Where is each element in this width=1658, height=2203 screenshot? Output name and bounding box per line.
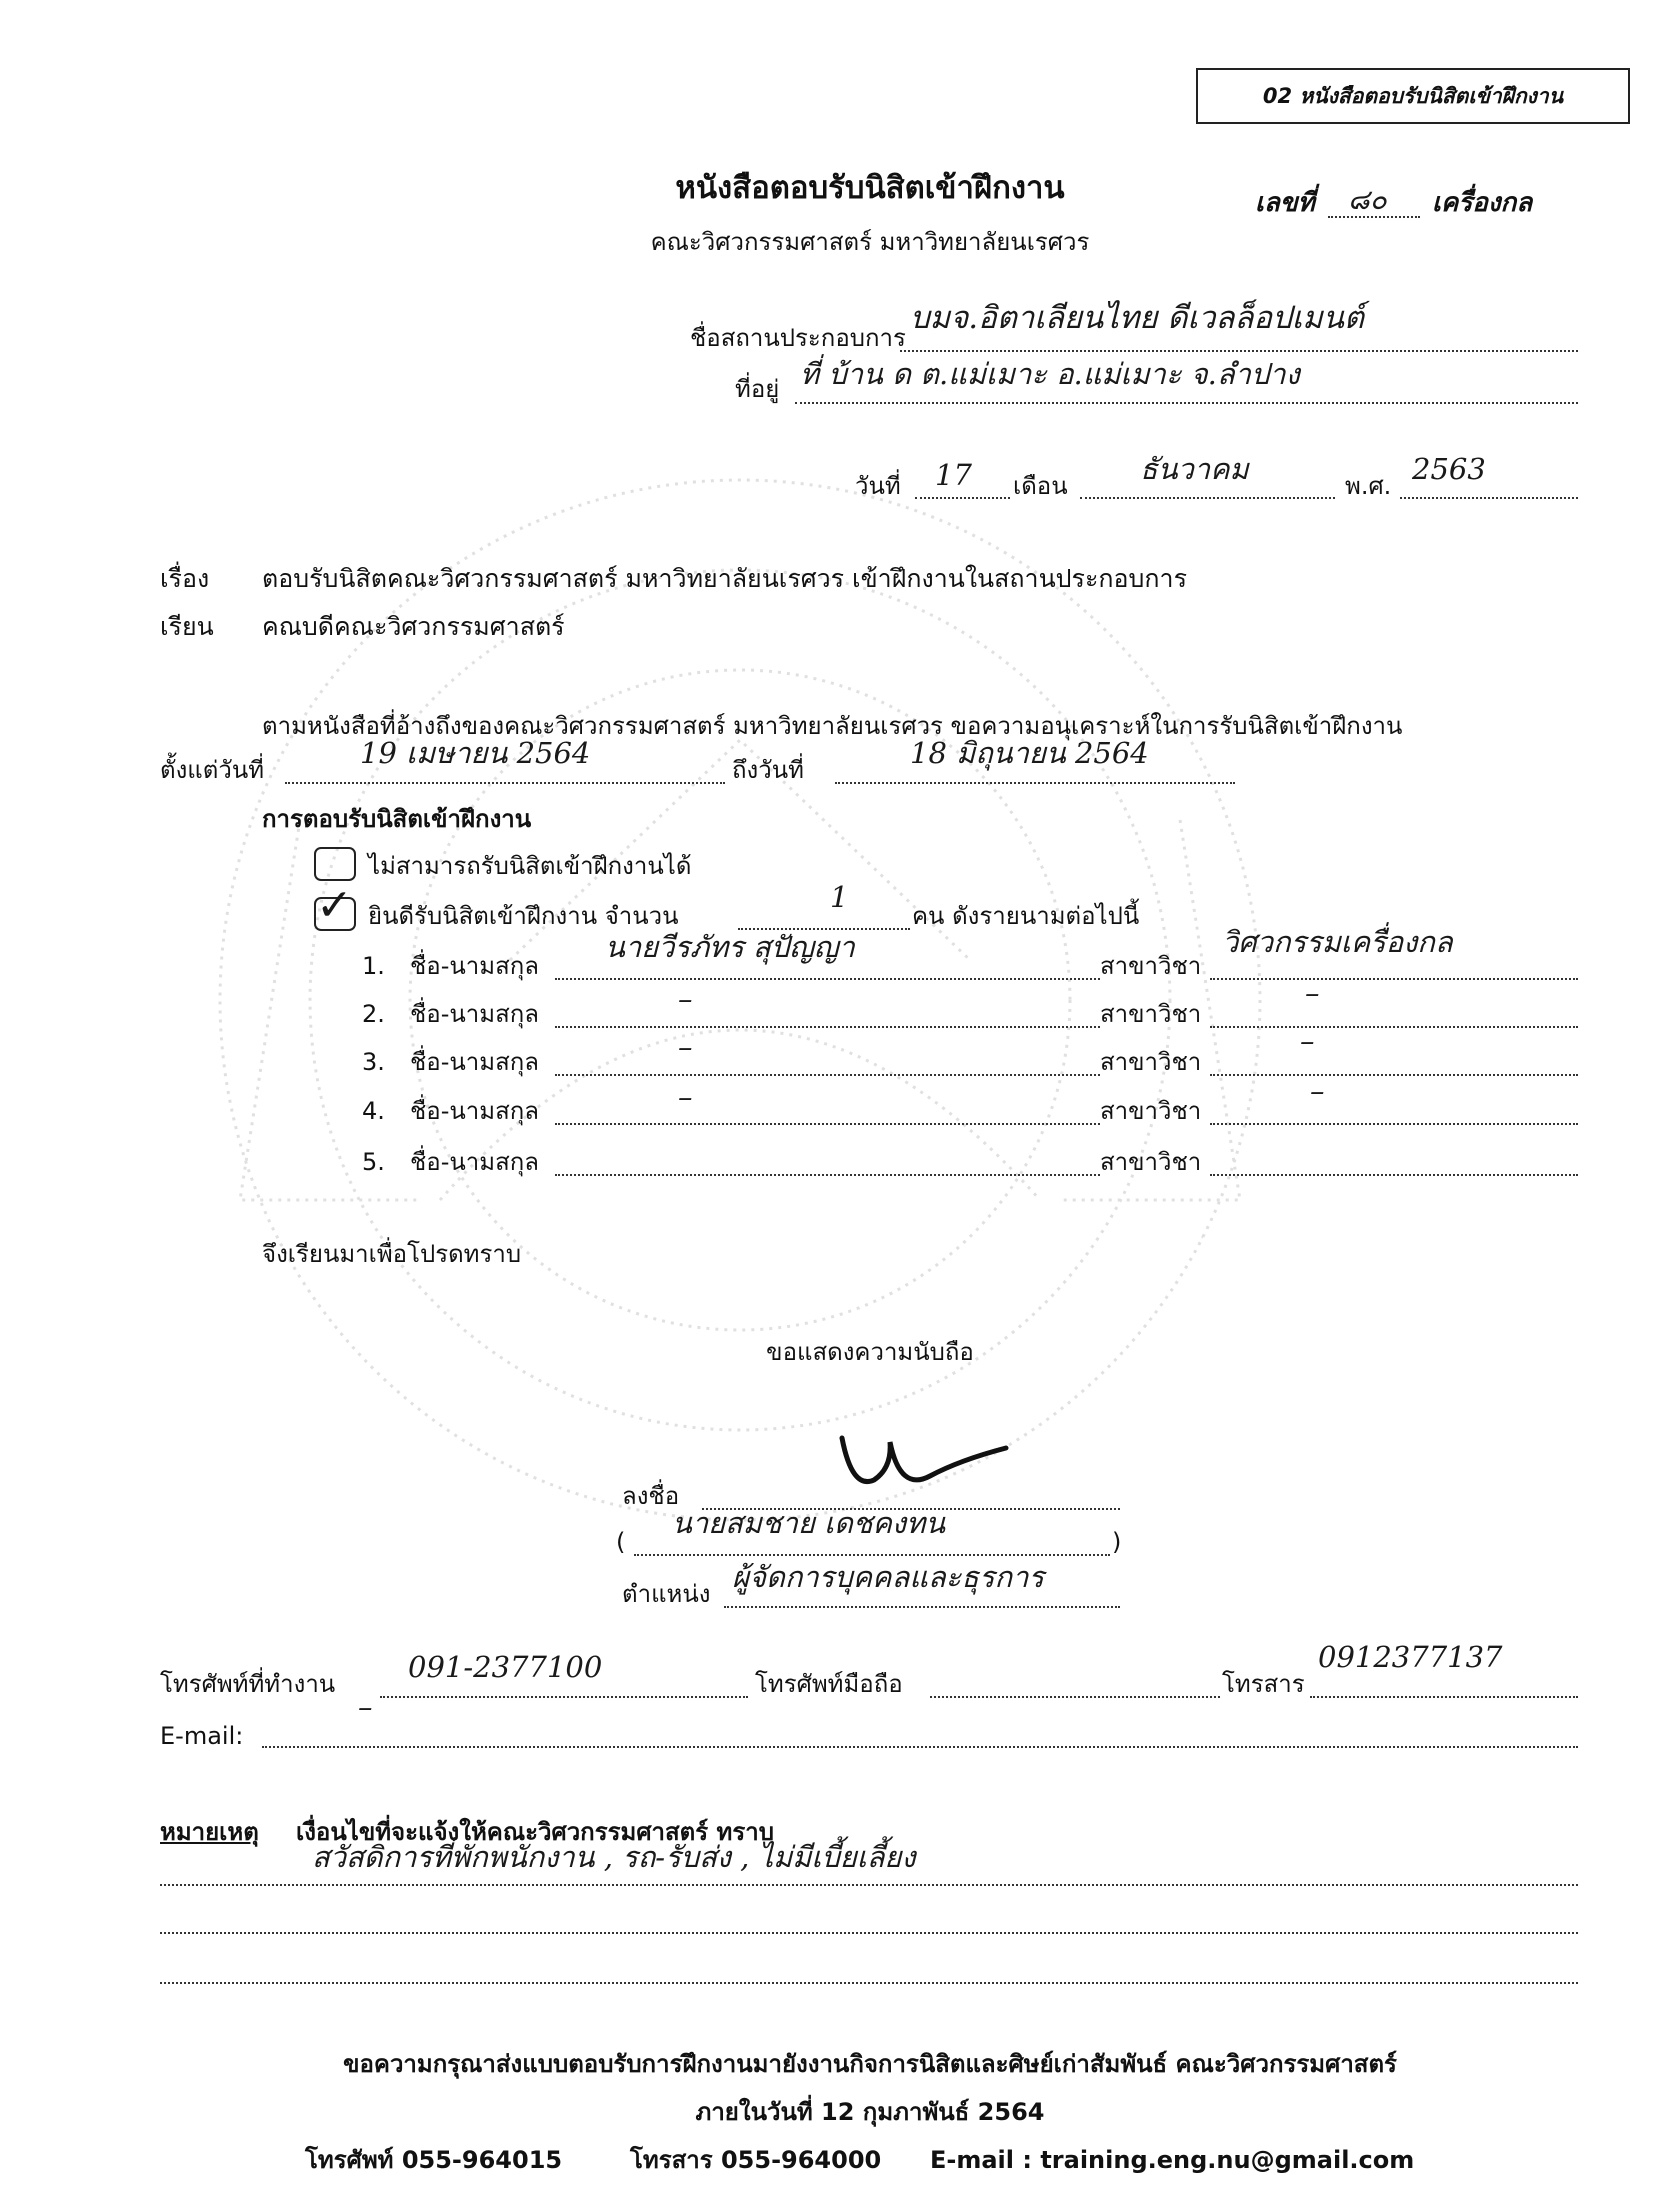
student-number: 1. — [362, 952, 385, 980]
student-name-label: ชื่อ-นามสกุล — [410, 1097, 539, 1125]
signer-dotted-line — [634, 1554, 1110, 1556]
student-major-dotted-line — [1210, 1123, 1578, 1125]
student-name-dotted-line — [555, 1123, 1100, 1125]
student-major-label: สาขาวิชา — [1100, 952, 1202, 980]
faculty-line: คณะวิศวกรรมศาสตร์ มหาวิทยาลัยนเรศวร — [650, 228, 1090, 256]
student-number: 4. — [362, 1097, 385, 1125]
work-phone-dotted-line — [380, 1696, 748, 1698]
footer-phone: โทรศัพท์ 055-964015 — [305, 2146, 563, 2174]
count-suffix: คน ดังรายนามต่อไปนี้ — [912, 902, 1140, 930]
date-year-value: 2563 — [1412, 452, 1486, 486]
date-year-dotted-line — [1400, 497, 1578, 499]
signer-open-paren: ( — [616, 1528, 626, 1556]
position-dotted-line — [724, 1606, 1120, 1608]
signer-close-paren: ) — [1112, 1528, 1122, 1556]
email-label: E-mail: — [160, 1722, 244, 1750]
period-to-value: 18 มิถุนายน 2564 — [910, 736, 1149, 770]
date-month-dotted-line — [1080, 497, 1335, 499]
address-dotted-line — [795, 402, 1578, 404]
date-month-label: เดือน — [1013, 472, 1068, 500]
date-year-label: พ.ศ. — [1345, 472, 1392, 500]
period-to-label: ถึงวันที่ — [732, 756, 804, 784]
sign-label: ลงชื่อ — [622, 1482, 680, 1510]
student-major-dotted-line — [1210, 1174, 1578, 1176]
student-major-dotted-line — [1210, 1026, 1578, 1028]
number-suffix: เครื่องกล — [1432, 188, 1533, 218]
student-major-value: วิศวกรรมเครื่องกล — [1222, 925, 1453, 959]
remark-handwritten-text: สวัสดิการที่พักพนักงาน , รถ-รับส่ง , ไม่มีเบี้ยเลี้ยง — [312, 1840, 916, 1874]
company-name-label: ชื่อสถานประกอบการ — [690, 324, 906, 352]
period-from-dotted-line — [285, 782, 725, 784]
document-type-tag: 02 หนังสือตอบรับนิสิตเข้าฝึกงาน — [1196, 68, 1630, 124]
student-number: 5. — [362, 1148, 385, 1176]
subject-label: เรื่อง — [160, 564, 210, 593]
accept-option-label: ยินดีรับนิสิตเข้าฝึกงาน จำนวน — [368, 902, 679, 930]
signer-name: นายสมชาย เดชคงทน — [672, 1506, 946, 1540]
handwritten-signature — [830, 1420, 1020, 1510]
remark-text: เงื่อนไขที่จะแจ้งให้คณะวิศวกรรมศาสตร์ ทราบ — [296, 1818, 774, 1846]
student-name-label: ชื่อ-นามสกุล — [410, 952, 539, 980]
to-text: คณบดีคณะวิศวกรรมศาสตร์ — [262, 612, 565, 641]
to-label: เรียน — [160, 612, 214, 641]
number-value: ๘๐ — [1348, 183, 1387, 216]
reject-option-label: ไม่สามารถรับนิสิตเข้าฝึกงานได้ — [368, 852, 692, 880]
body-paragraph: ตามหนังสือที่อ้างถึงของคณะวิศวกรรมศาสตร์ มหาวิทยาลัยนเรศวร ขอความอนุเคราะห์ในการรับนิสิตเข้าฝึกงาน — [262, 712, 1403, 740]
student-name-value: – — [678, 982, 693, 1016]
remark-dotted-line-3 — [160, 1982, 1578, 1984]
date-month-value: ธันวาคม — [1140, 452, 1249, 486]
email-dotted-line — [262, 1746, 1578, 1748]
student-major-label: สาขาวิชา — [1100, 1000, 1202, 1028]
period-from-value: 19 เมษายน 2564 — [360, 736, 591, 770]
remark-label: หมายเหตุ — [160, 1818, 259, 1846]
number-label: เลขที่ — [1255, 188, 1315, 218]
address-value: ที่ บ้าน ด ต.แม่เมาะ อ.แม่เมาะ จ.ลำปาง — [800, 357, 1300, 391]
mobile-label: โทรศัพท์มือถือ — [755, 1670, 903, 1698]
work-phone-value: 091-2377100 — [408, 1650, 603, 1684]
footer-line-2: ภายในวันที่ 12 กุมภาพันธ์ 2564 — [695, 2098, 1045, 2126]
student-name-value: – — [678, 1030, 693, 1064]
student-major-dotted-line — [1210, 1074, 1578, 1076]
student-name-dotted-line — [555, 1074, 1100, 1076]
email-value: – — [358, 1690, 373, 1724]
student-major-value: – — [1305, 976, 1320, 1010]
fax-value: 0912377137 — [1318, 1640, 1503, 1674]
remark-dotted-line-1 — [160, 1884, 1578, 1886]
student-major-label: สาขาวิชา — [1100, 1097, 1202, 1125]
fax-label: โทรสาร — [1222, 1670, 1305, 1698]
student-major-dotted-line — [1210, 978, 1578, 980]
student-number: 2. — [362, 1000, 385, 1028]
position-value: ผู้จัดการบุคคลและธุรการ — [732, 1560, 1044, 1594]
student-name-dotted-line — [555, 1174, 1100, 1176]
footer-fax: โทรสาร 055-964000 — [630, 2146, 882, 2174]
student-name-value: นายวีรภัทร สุปัญญา — [605, 930, 855, 964]
period-from-label: ตั้งแต่วันที่ — [160, 756, 265, 784]
closing-inform-text: จึงเรียนมาเพื่อโปรดทราบ — [262, 1240, 522, 1268]
date-day-label: วันที่ — [855, 472, 901, 500]
document-title: หนังสือตอบรับนิสิตเข้าฝึกงาน — [675, 170, 1065, 206]
student-major-label: สาขาวิชา — [1100, 1148, 1202, 1176]
company-name-dotted-line — [900, 350, 1578, 352]
date-day-value: 17 — [935, 458, 972, 492]
period-to-dotted-line — [835, 782, 1235, 784]
remark-dotted-line-2 — [160, 1932, 1578, 1934]
position-label: ตำแหน่ง — [622, 1580, 711, 1608]
student-number: 3. — [362, 1048, 385, 1076]
footer-email: E-mail : training.eng.nu@gmail.com — [930, 2146, 1415, 2174]
acceptance-heading: การตอบรับนิสิตเข้าฝึกงาน — [262, 805, 532, 833]
address-label: ที่อยู่ — [735, 375, 780, 403]
student-major-label: สาขาวิชา — [1100, 1048, 1202, 1076]
student-name-dotted-line — [555, 978, 1100, 980]
student-name-label: ชื่อ-นามสกุล — [410, 1000, 539, 1028]
student-name-value: – — [678, 1080, 693, 1114]
subject-text: ตอบรับนิสิตคณะวิศวกรรมศาสตร์ มหาวิทยาลัยนเรศวร เข้าฝึกงานในสถานประกอบการ — [262, 564, 1188, 593]
closing-regards-text: ขอแสดงความนับถือ — [766, 1338, 974, 1366]
footer-line-1: ขอความกรุณาส่งแบบตอบรับการฝึกงานมายังงานกิจการนิสิตและศิษย์เก่าสัมพันธ์ คณะวิศวกรรมศาสตร์ — [343, 2050, 1397, 2078]
work-phone-label: โทรศัพท์ที่ทำงาน — [160, 1670, 336, 1698]
count-value: 1 — [830, 880, 849, 914]
student-major-value: – — [1310, 1074, 1325, 1108]
date-day-dotted-line — [915, 497, 1010, 499]
student-name-label: ชื่อ-นามสกุล — [410, 1148, 539, 1176]
student-name-dotted-line — [555, 1026, 1100, 1028]
mobile-dotted-line — [930, 1696, 1220, 1698]
accept-check-mark: ✓ — [316, 880, 353, 931]
student-major-value: – — [1300, 1024, 1315, 1058]
fax-dotted-line — [1310, 1696, 1578, 1698]
reject-checkbox[interactable] — [314, 847, 356, 881]
student-name-label: ชื่อ-นามสกุล — [410, 1048, 539, 1076]
company-name-value: บมจ.อิตาเลียนไทย ดีเวลล็อปเมนต์ — [910, 300, 1365, 336]
